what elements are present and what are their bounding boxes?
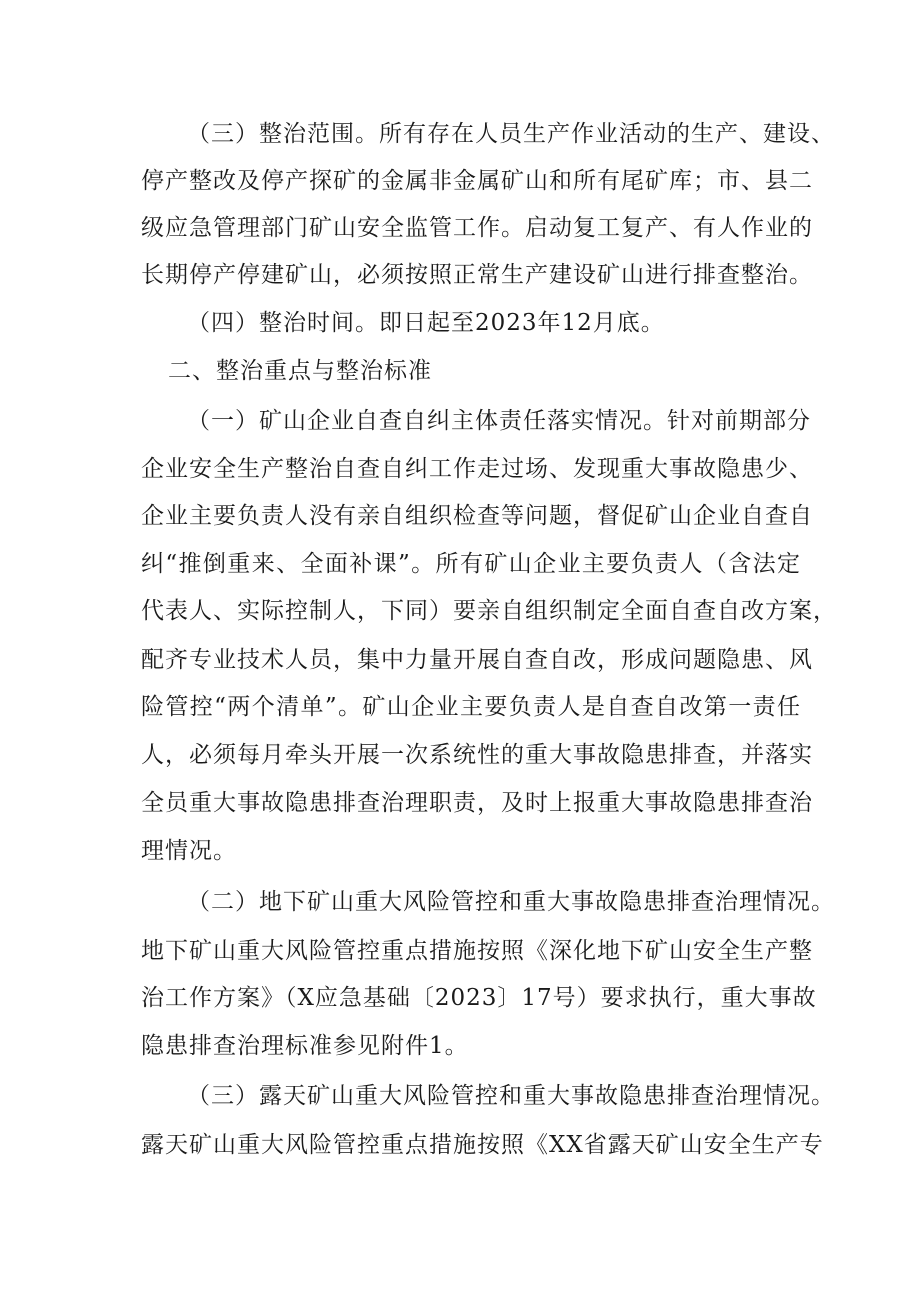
text-line: 全员重大事故隐患排查治理职责，及时上报重大事故隐患排查治	[141, 790, 813, 816]
text-line: 纠“推倒重来、全面补课”。所有矿山企业主要负责人（含法定	[141, 551, 801, 577]
text-line: 企业主要负责人没有亲自组织检查等问题，督促矿山企业自查自	[141, 503, 813, 529]
text-line: 长期停产停建矿山，必须按照正常生产建设矿山进行排查整治。	[141, 262, 813, 288]
text-line: 代表人、实际控制人，下同）要亲自组织制定全面自查自改方案，	[141, 598, 837, 624]
text-line: 地下矿山重大风险管控重点措施按照《深化地下矿山安全生产整	[141, 938, 813, 964]
text-line: 企业安全生产整治自查自纠工作走过场、发现重大事故隐患少、	[141, 456, 813, 482]
text-line: 险管控“两个清单”。矿山企业主要负责人是自查自改第一责任	[141, 694, 801, 720]
text-line: （一）矿山企业自查自纠主体责任落实情况。针对前期部分	[187, 408, 811, 434]
section-heading: 二、整治重点与整治标准	[168, 358, 432, 384]
text-line: 露天矿山重大风险管控重点措施按照《XX省露天矿山安全生产专	[141, 1132, 824, 1158]
text-line: 治工作方案》（X应急基础〔2023〕17号）要求执行，重大事故	[141, 985, 817, 1011]
text-line: 理情况。	[141, 838, 237, 864]
text-line: 级应急管理部门矿山安全监管工作。启动复工复产、有人作业的	[141, 215, 813, 241]
text-line: （二）地下矿山重大风险管控和重大事故隐患排查治理情况。	[187, 889, 835, 915]
text-line: 停产整改及停产探矿的金属非金属矿山和所有尾矿库；市、县二	[141, 168, 813, 194]
text-line: （四）整治时间。即日起至2023年12月底。	[187, 310, 665, 336]
text-line: 配齐专业技术人员，集中力量开展自查自改，形成问题隐患、风	[141, 647, 813, 673]
text-line: （三）露天矿山重大风险管控和重大事故隐患排查治理情况。	[187, 1083, 835, 1109]
text-line: （三）整治范围。所有存在人员生产作业活动的生产、建设、	[187, 121, 835, 147]
text-line: 人，必须每月牵头开展一次系统性的重大事故隐患排查，并落实	[141, 742, 813, 768]
text-line: 隐患排查治理标准参见附件1。	[141, 1033, 469, 1059]
